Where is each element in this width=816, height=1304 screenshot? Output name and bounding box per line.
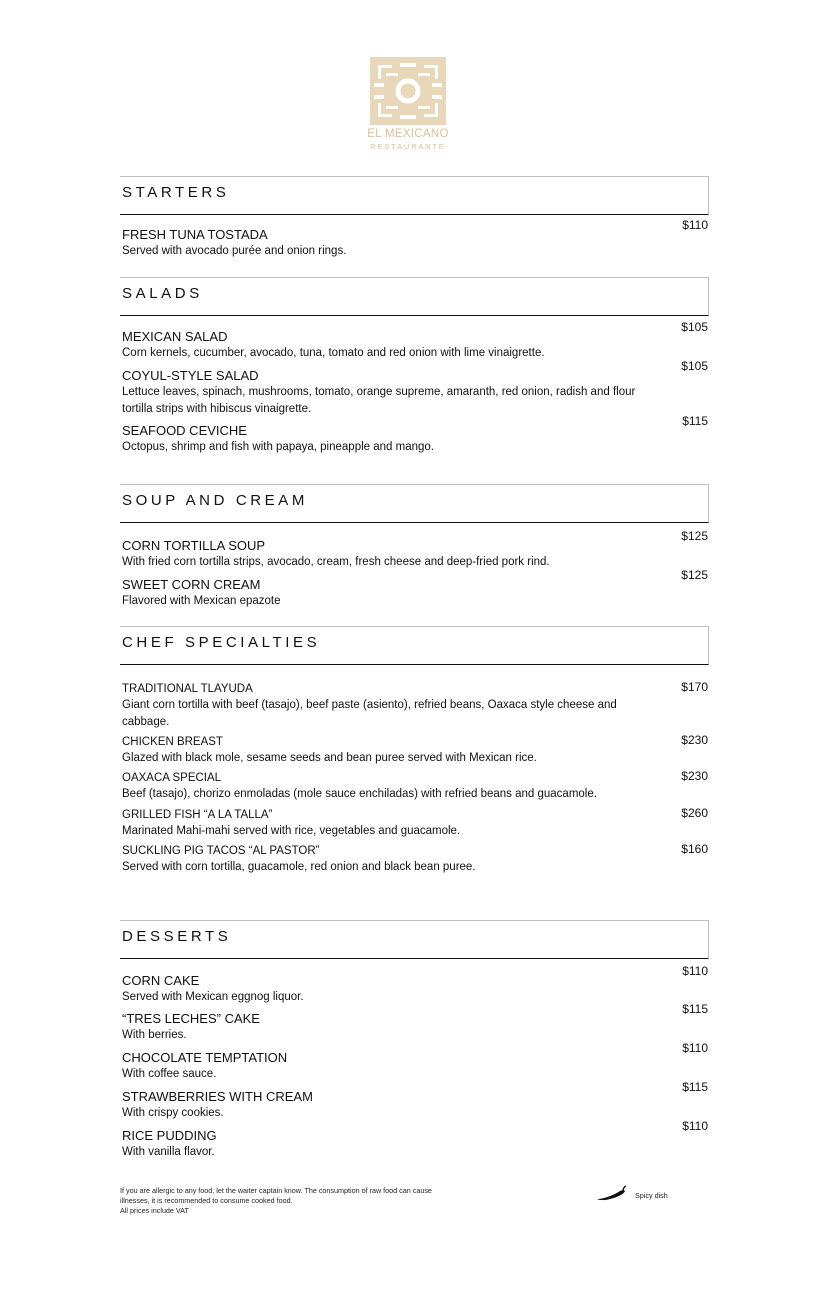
menu-item bbox=[122, 964, 708, 1006]
item-price: $230 bbox=[681, 769, 708, 783]
item-description: Served with corn tortilla, guacamole, red onion and black bean puree. bbox=[122, 861, 476, 873]
menu-item bbox=[122, 320, 708, 362]
item-description: Flavored with Mexican epazote bbox=[122, 595, 281, 607]
menu-item bbox=[122, 1002, 708, 1044]
section-header-chef-specialties bbox=[120, 626, 709, 665]
notice-line: illnesses, it is recommended to consume cooked food. bbox=[120, 1196, 293, 1205]
chili-pepper-icon bbox=[596, 1185, 628, 1201]
item-name: SUCKLING PIG TACOS “AL PASTOR” bbox=[122, 845, 320, 857]
menu-item bbox=[122, 1119, 708, 1161]
item-description: Served with avocado purée and onion rings. bbox=[122, 245, 347, 257]
item-price: $105 bbox=[681, 320, 708, 334]
item-description: Beef (tasajo), chorizo enmoladas (mole sauce enchiladas) with refried beans and guacamole. bbox=[122, 788, 597, 800]
menu-item bbox=[122, 568, 708, 610]
brand-name: EL MEXICANO bbox=[367, 128, 449, 140]
section-title: SOUP AND CREAM bbox=[122, 492, 308, 509]
menu-item bbox=[122, 1041, 708, 1083]
item-name: TRADITIONAL TLAYUDA bbox=[122, 683, 253, 695]
item-price: $110 bbox=[682, 1119, 708, 1133]
item-price: $170 bbox=[681, 680, 708, 694]
item-description: With crispy cookies. bbox=[122, 1107, 224, 1119]
section-header-soup-and-cream bbox=[120, 484, 709, 523]
item-name: OAXACA SPECIAL bbox=[122, 772, 222, 784]
menu-item bbox=[122, 843, 708, 876]
item-name: COYUL-STYLE SALAD bbox=[122, 368, 259, 383]
item-price: $115 bbox=[682, 414, 708, 428]
section-title: CHEF SPECIALTIES bbox=[122, 634, 321, 651]
section-title: STARTERS bbox=[122, 184, 230, 201]
menu-item bbox=[122, 414, 708, 456]
menu-item bbox=[122, 770, 708, 803]
item-name: FRESH TUNA TOSTADA bbox=[122, 227, 268, 242]
menu-item bbox=[122, 1080, 708, 1122]
item-name: CHOCOLATE TEMPTATION bbox=[122, 1050, 288, 1065]
item-name: “TRES LECHES” CAKE bbox=[122, 1011, 260, 1026]
item-description: With berries. bbox=[122, 1029, 187, 1041]
item-name: STRAWBERRIES WITH CREAM bbox=[122, 1089, 313, 1104]
section-header-starters bbox=[120, 176, 709, 215]
item-description: Corn kernels, cucumber, avocado, tuna, tomato and red onion with lime vinaigrette. bbox=[122, 347, 545, 359]
item-description: Giant corn tortilla with beef (tasajo), beef paste (asiento), refried beans, Oaxaca style cheese and cabbage. bbox=[122, 699, 617, 728]
menu-item bbox=[122, 218, 708, 260]
item-price: $110 bbox=[682, 964, 708, 978]
item-name: SEAFOOD CEVICHE bbox=[122, 423, 247, 438]
section-header-salads bbox=[120, 277, 709, 316]
item-price: $125 bbox=[681, 568, 708, 582]
item-description: With coffee sauce. bbox=[122, 1068, 217, 1080]
item-description: With vanilla flavor. bbox=[122, 1146, 215, 1158]
item-price: $105 bbox=[681, 359, 708, 373]
menu-item bbox=[122, 807, 708, 840]
restaurant-logo-icon bbox=[370, 57, 446, 125]
notice-line: If you are allergic to any food, let the waiter captain know. The consumption of raw food can cause bbox=[120, 1186, 432, 1195]
section-title: DESSERTS bbox=[122, 928, 232, 945]
item-name: SWEET CORN CREAM bbox=[122, 577, 261, 592]
menu-item bbox=[122, 529, 708, 571]
item-description: Lettuce leaves, spinach, mushrooms, tomato, orange supreme, amaranth, red onion, radish and flour tortilla strips with hibiscus vinaigrette. bbox=[122, 386, 636, 415]
item-price: $230 bbox=[681, 733, 708, 747]
item-name: CORN CAKE bbox=[122, 973, 200, 988]
allergy-notice bbox=[120, 1186, 540, 1216]
item-description: With fried corn tortilla strips, avocado, cream, fresh cheese and deep-fried pork rind. bbox=[122, 556, 550, 568]
item-name: GRILLED FISH “A LA TALLA” bbox=[122, 809, 273, 821]
item-description: Octopus, shrimp and fish with papaya, pineapple and mango. bbox=[122, 441, 434, 453]
item-price: $260 bbox=[681, 806, 708, 820]
section-title: SALADS bbox=[122, 285, 203, 302]
item-name: CHICKEN BREAST bbox=[122, 736, 223, 748]
brand-subtitle: RESTAURANTE bbox=[370, 142, 446, 151]
notice-line: All prices include VAT bbox=[120, 1206, 189, 1215]
item-price: $110 bbox=[682, 1041, 708, 1055]
section-header-desserts bbox=[120, 920, 709, 959]
menu-item bbox=[122, 359, 708, 418]
item-price: $115 bbox=[682, 1002, 708, 1016]
item-description: Glazed with black mole, sesame seeds and bean puree served with Mexican rice. bbox=[122, 752, 537, 764]
item-name: RICE PUDDING bbox=[122, 1128, 217, 1143]
item-description: Served with Mexican eggnog liquor. bbox=[122, 991, 304, 1003]
item-price: $115 bbox=[682, 1080, 708, 1094]
spicy-dish-label: Spicy dish bbox=[635, 1191, 668, 1200]
menu-item bbox=[122, 734, 708, 767]
item-description: Marinated Mahi-mahi served with rice, vegetables and guacamole. bbox=[122, 825, 461, 837]
item-price: $125 bbox=[681, 529, 708, 543]
item-price: $110 bbox=[682, 218, 708, 232]
item-name: CORN TORTILLA SOUP bbox=[122, 538, 266, 553]
item-name: MEXICAN SALAD bbox=[122, 329, 228, 344]
item-price: $160 bbox=[681, 842, 708, 856]
menu-item bbox=[122, 681, 708, 731]
